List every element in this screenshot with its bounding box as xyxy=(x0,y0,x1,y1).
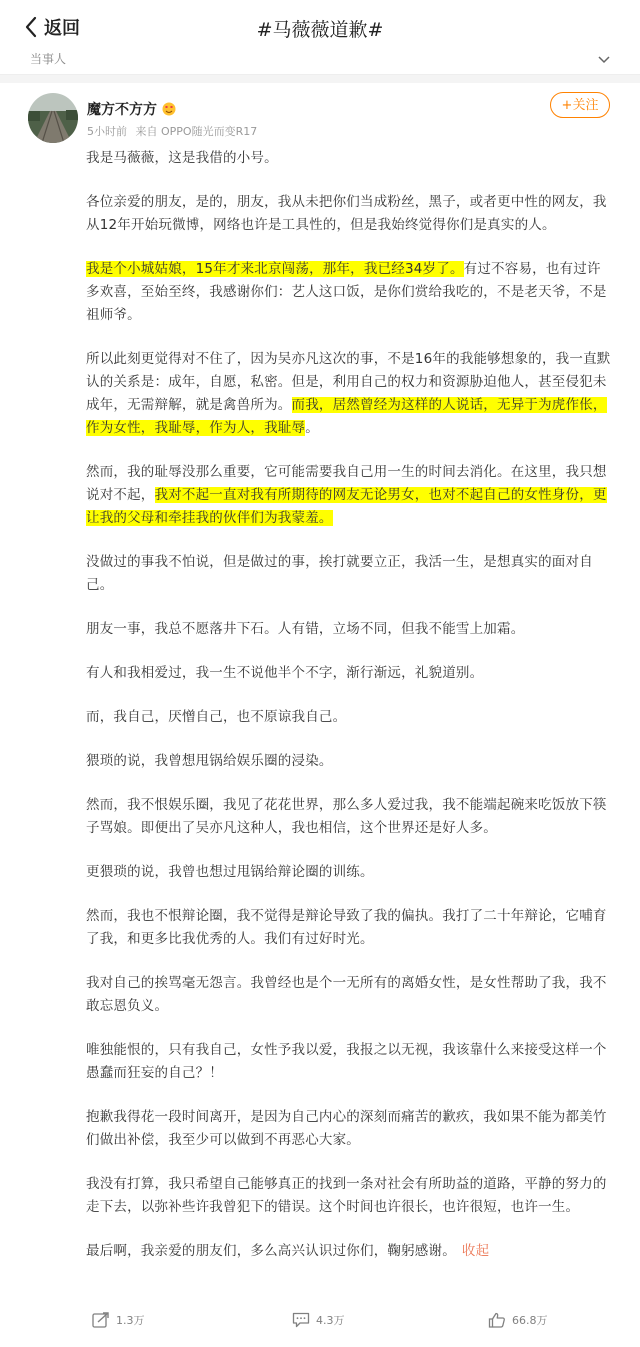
paragraph-text: 抱歉我得花一段时间离开，是因为自己内心的深刻而痛苦的歉疚，我如果不能为都美竹们做出补偿，我至少可以做到不再恶心大家。 xyxy=(86,1109,607,1148)
chevron-down-icon[interactable] xyxy=(598,50,610,69)
post-paragraph xyxy=(86,461,612,530)
repost-count: 1.3万 xyxy=(116,1314,145,1327)
page-title: #马薇薇道歉# xyxy=(256,19,384,41)
thumbs-up-icon xyxy=(488,1312,506,1328)
post-paragraph xyxy=(86,662,612,685)
post-paragraph xyxy=(86,258,612,327)
highlighted-text: 我对不起一直对我有所期待的网友无论男女，也对不起自己的女性身份，更让我的父母和牵挂我的伙伴们为我蒙羞。 xyxy=(86,487,607,526)
follow-button[interactable]: +关注 xyxy=(550,92,610,118)
paragraph-text: 。 xyxy=(305,420,319,436)
paragraph-text: 最后啊，我亲爱的朋友们，多么高兴认识过你们，鞠躬感谢。 xyxy=(86,1243,456,1259)
paragraph-text: 更猥琐的说，我曾也想过甩锅给辩论圈的训练。 xyxy=(86,864,374,880)
paragraph-text: 有人和我相爱过，我一生不说他半个不字，渐行渐远，礼貌道别。 xyxy=(86,665,484,681)
paragraph-text: 我对自己的挨骂毫无怨言。我曾经也是个一无所有的离婚女性，是女性帮助了我，我不敢忘恩负义。 xyxy=(86,975,607,1014)
emoji-face-icon xyxy=(162,102,176,116)
post-content xyxy=(86,147,612,1284)
action-bar xyxy=(0,1306,640,1336)
repost-icon xyxy=(92,1312,110,1328)
post-source: 来自 OPPO随光而变R17 xyxy=(135,125,258,138)
filter-bar xyxy=(0,42,640,75)
post-paragraph xyxy=(86,191,612,237)
paragraph-text: 唯独能恨的，只有我自己，女性予我以爱，我报之以无视，我该靠什么来接受这样一个愚蠢而狂妄的自己？！ xyxy=(86,1042,607,1081)
comment-icon xyxy=(292,1312,310,1328)
back-label: 返回 xyxy=(44,18,80,39)
paragraph-text: 有过不容易，也有过许多欢喜，至始至终，我感谢你们：艺人这口饭，是你们赏给我吃的，不是老天爷，不是祖师爷。 xyxy=(86,261,607,323)
paragraph-text: 我是马薇薇，这是我借的小号。 xyxy=(86,150,278,166)
author-name-link[interactable] xyxy=(87,99,176,119)
post-paragraph xyxy=(86,348,612,440)
post-paragraph xyxy=(86,551,612,597)
repost-button[interactable] xyxy=(92,1312,145,1328)
post-time: 5小时前 xyxy=(87,125,127,138)
paragraph-text: 没做过的事我不怕说，但是做过的事，挨打就要立正，我活一生，是想真实的面对自己。 xyxy=(86,554,593,593)
comment-button[interactable] xyxy=(292,1312,345,1328)
highlighted-text: 而我，居然曾经为这样的人说话，无异于为虎作伥，作为女性，我耻辱，作为人，我耻辱 xyxy=(86,397,607,436)
filter-label: 当事人 xyxy=(30,52,67,66)
highlighted-text: 我是个小城姑娘，15年才来北京闯荡，那年，我已经34岁了。 xyxy=(86,261,464,277)
post-paragraph xyxy=(86,1240,612,1263)
post-paragraph xyxy=(86,618,612,641)
avatar[interactable] xyxy=(28,93,78,143)
post-paragraph xyxy=(86,706,612,729)
post-paragraph xyxy=(86,750,612,773)
post-paragraph xyxy=(86,861,612,884)
post-meta xyxy=(87,123,262,139)
post-paragraph xyxy=(86,972,612,1018)
paragraph-text: 我没有打算，我只希望自己能够真正的找到一条对社会有所助益的道路，平静的努力的走下去，以弥补些许我曾犯下的错误。这个时间也许很长，也许很短，也许一生。 xyxy=(86,1176,607,1215)
post-paragraph xyxy=(86,794,612,840)
paragraph-text: 朋友一事，我总不愿落井下石。人有错，立场不同，但我不能雪上加霜。 xyxy=(86,621,525,637)
post-paragraph xyxy=(86,905,612,951)
paragraph-text: 各位亲爱的朋友，是的，朋友，我从未把你们当成粉丝，黑子，或者更中性的网友，我从12年开始玩微博，网络也许是工具性的，但是我始终觉得你们是真实的人。 xyxy=(86,194,607,233)
post-paragraph xyxy=(86,1039,612,1085)
like-count: 66.8万 xyxy=(512,1314,548,1327)
comment-count: 4.3万 xyxy=(316,1314,345,1327)
post-paragraph xyxy=(86,1173,612,1219)
post-paragraph xyxy=(86,147,612,170)
post-paragraph xyxy=(86,1106,612,1152)
paragraph-text: 而，我自己，厌憎自己，也不原谅我自己。 xyxy=(86,709,347,725)
paragraph-text: 然而，我的耻辱没那么重要，它可能需要我自己用一生的时间去消化。在这里，我只想说对不起， xyxy=(86,464,607,503)
paragraph-text: 所以此刻更觉得对不住了，因为吴亦凡这次的事，不是16年的我能够想象的，我一直默认的关系是：成年，自愿，私密。但是，利用自己的权力和资源胁迫他人，甚至侵犯未成年，无需辩解，就是禽兽所为。 xyxy=(86,351,611,413)
section-separator xyxy=(0,75,640,83)
paragraph-text: 然而，我不恨娱乐圈，我见了花花世界，那么多人爱过我，我不能端起碗来吃饭放下筷子骂娘。即便出了吴亦凡这种人，我也相信，这个世界还是好人多。 xyxy=(86,797,607,836)
like-button[interactable] xyxy=(488,1312,548,1328)
paragraph-text: 猥琐的说，我曾想甩锅给娱乐圈的浸染。 xyxy=(86,753,333,769)
collapse-link[interactable]: 收起 xyxy=(461,1243,490,1259)
author-name: 魔方不方方 xyxy=(87,102,157,118)
paragraph-text: 然而，我也不恨辩论圈，我不觉得是辩论导致了我的偏执。我打了二十年辩论，它哺育了我，和更多比我优秀的人。我们有过好时光。 xyxy=(86,908,607,947)
